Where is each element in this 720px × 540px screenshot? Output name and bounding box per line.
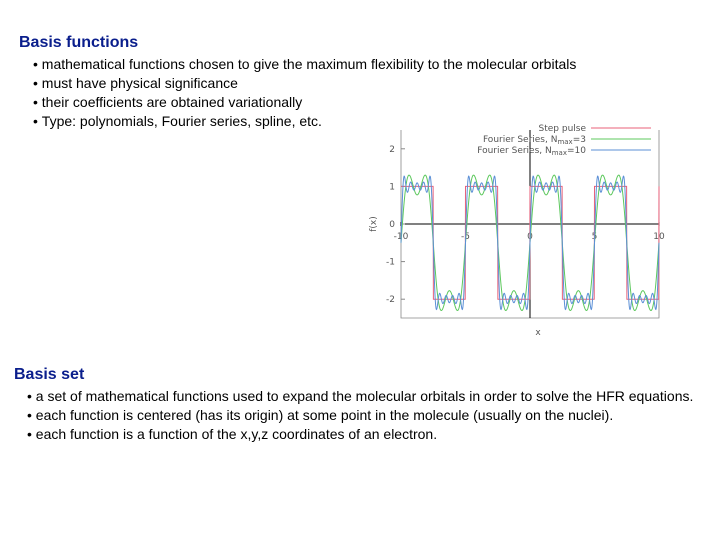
y-tick-label: -2 [386,295,395,306]
list-item: • each function is a function of the x,y,z coordinates of an electron. [27,425,707,444]
list-item: • must have physical significance [33,74,576,93]
y-tick-label: 1 [389,182,395,193]
list-item: • each function is centered (has its origin) at some point in the molecule (usually on the nuclei). [27,406,707,425]
x-tick-label: 0 [527,232,533,242]
y-tick-label: 0 [389,220,395,230]
legend-label-1: Fourier Series, $N_{max}=3$ [482,135,586,146]
y-axis-label: f(x) [369,216,379,232]
legend-label-2: Fourier Series, $N_{max}=10$ [477,146,586,157]
section-title-basis-set: Basis set [14,366,85,383]
section-title-basis-functions: Basis functions [19,34,139,51]
y-tick-label: -1 [386,257,395,268]
fourier-series-chart [364,118,674,342]
x-tick-label: 10 [653,232,665,242]
legend-label-0: Step pulse [538,124,586,134]
y-tick-label: 2 [389,144,395,155]
basis-set-list [27,387,707,444]
x-tick-label: 5 [591,232,598,242]
list-item: • a set of mathematical functions used to expand the molecular orbitals in order to solve the HFR equations. [27,387,707,406]
list-item: • mathematical functions chosen to give the maximum flexibility to the molecular orbitals [33,55,576,74]
x-axis-label: x [535,328,541,338]
x-tick-label: -5 [461,232,470,242]
x-tick-label: -10 [393,232,409,242]
list-item: • Type: polynomials, Fourier series, spline, etc. [33,112,576,131]
list-item: • their coefficients are obtained variationally [33,93,576,112]
